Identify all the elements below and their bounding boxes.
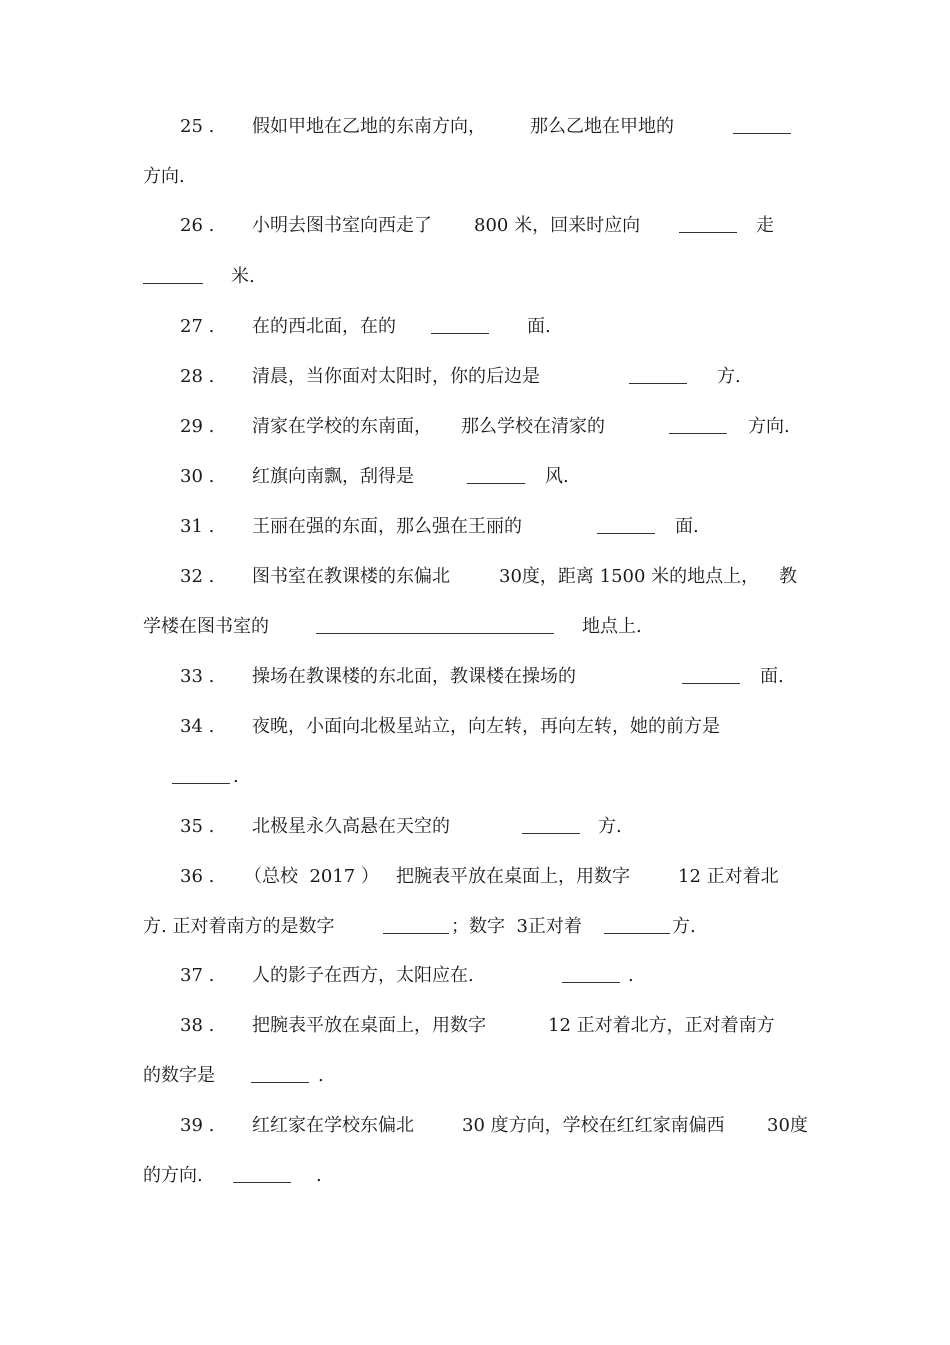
answer-blank[interactable] xyxy=(316,633,554,634)
question-number: 25 . xyxy=(180,116,215,137)
question-31 xyxy=(0,513,950,541)
answer-blank[interactable] xyxy=(383,933,449,934)
question-36-continued xyxy=(0,913,950,941)
question-39 xyxy=(0,1112,950,1140)
question-text: 把腕表平放在桌面上，用数字 xyxy=(252,1015,486,1036)
question-text: 面. xyxy=(760,666,784,687)
question-number: 38 . xyxy=(180,1015,215,1036)
answer-blank[interactable] xyxy=(597,533,655,534)
question-text: 王丽在强的东面，那么强在王丽的 xyxy=(252,516,522,537)
answer-blank[interactable] xyxy=(682,683,740,684)
question-37 xyxy=(0,962,950,990)
question-text: 教 xyxy=(779,566,797,587)
question-text: 12 正对着北方，正对着南方 xyxy=(548,1015,775,1036)
answer-blank[interactable] xyxy=(431,333,489,334)
question-text: 操场在教课楼的东北面，教课楼在操场的 xyxy=(252,666,576,687)
question-text: 800 米，回来时应向 xyxy=(474,215,641,236)
answer-blank[interactable] xyxy=(143,283,203,284)
question-number: 33 . xyxy=(180,666,215,687)
question-29 xyxy=(0,413,950,441)
question-number: 36 . xyxy=(180,866,215,887)
question-number: 30 . xyxy=(180,466,215,487)
question-39-continued xyxy=(0,1162,950,1190)
answer-blank[interactable] xyxy=(604,933,670,934)
question-text: 面. xyxy=(527,316,551,337)
question-text: 地点上. xyxy=(582,616,642,637)
question-text: 方. xyxy=(598,816,622,837)
question-text: 的方向. xyxy=(143,1165,203,1186)
question-text: 图书室在教课楼的东偏北 xyxy=(252,566,450,587)
question-text: ；数字 3正对着 xyxy=(451,916,582,937)
question-text: 方. 正对着南方的是数字 xyxy=(143,916,335,937)
question-number: 27 . xyxy=(180,316,215,337)
question-25-continued xyxy=(0,163,950,191)
question-text: . xyxy=(233,766,239,787)
question-text: 红旗向南飘，刮得是 xyxy=(252,466,414,487)
question-text: 清晨，当你面对太阳时，你的后边是 xyxy=(252,366,540,387)
question-text: 假如甲地在乙地的东南方向， xyxy=(252,116,486,137)
question-26 xyxy=(0,212,950,240)
answer-blank[interactable] xyxy=(679,232,737,233)
question-text: 面. xyxy=(675,516,699,537)
question-text: . xyxy=(628,965,634,986)
question-text: 走 xyxy=(756,215,774,236)
question-text: . xyxy=(316,1165,322,1186)
question-text: 北极星永久高悬在天空的 xyxy=(252,816,450,837)
question-text: 方. xyxy=(717,366,741,387)
answer-blank[interactable] xyxy=(467,483,525,484)
question-text: 夜晚，小面向北极星站立，向左转，再向左转，她的前方是 xyxy=(252,716,720,737)
question-28 xyxy=(0,363,950,391)
question-35 xyxy=(0,813,950,841)
question-number: 35 . xyxy=(180,816,215,837)
answer-blank[interactable] xyxy=(522,833,580,834)
question-30 xyxy=(0,463,950,491)
question-number: 29 . xyxy=(180,416,215,437)
question-text: 30度 xyxy=(767,1115,808,1136)
question-34-continued xyxy=(0,763,950,791)
question-number: 34 . xyxy=(180,716,215,737)
question-text: 那么学校在清家的 xyxy=(461,416,605,437)
question-27 xyxy=(0,313,950,341)
question-text: 把腕表平放在桌面上，用数字 xyxy=(396,866,630,887)
question-36 xyxy=(0,863,950,891)
question-number: 31 . xyxy=(180,516,215,537)
answer-blank[interactable] xyxy=(251,1082,309,1083)
question-text: 清家在学校的东南面， xyxy=(252,416,432,437)
question-number: 26 . xyxy=(180,215,215,236)
question-number: 32 . xyxy=(180,566,215,587)
question-text: 方. xyxy=(672,916,696,937)
question-text: 方向. xyxy=(143,166,185,187)
question-38-continued xyxy=(0,1062,950,1090)
question-text: 方向. xyxy=(748,416,790,437)
question-text: 在的西北面，在的 xyxy=(252,316,396,337)
answer-blank[interactable] xyxy=(733,133,791,134)
question-text: 红红家在学校东偏北 xyxy=(252,1115,414,1136)
question-32-continued xyxy=(0,613,950,641)
question-26-continued xyxy=(0,263,950,291)
question-text: （总校 2017 ） xyxy=(244,866,379,887)
question-text: . xyxy=(318,1065,324,1086)
question-38 xyxy=(0,1012,950,1040)
question-text: 风. xyxy=(545,466,569,487)
answer-blank[interactable] xyxy=(669,433,727,434)
question-text: 12 正对着北 xyxy=(678,866,779,887)
question-34 xyxy=(0,713,950,741)
question-text: 小明去图书室向西走了 xyxy=(252,215,432,236)
question-text: 的数字是 xyxy=(143,1065,215,1086)
answer-blank[interactable] xyxy=(233,1182,291,1183)
answer-blank[interactable] xyxy=(629,383,687,384)
question-text: 那么乙地在甲地的 xyxy=(530,116,674,137)
question-33 xyxy=(0,663,950,691)
question-text: 30度，距离 1500 米的地点上， xyxy=(499,566,760,587)
question-text: 人的影子在西方，太阳应在. xyxy=(252,965,474,986)
answer-blank[interactable] xyxy=(172,783,230,784)
question-text: 30 度方向，学校在红红家南偏西 xyxy=(462,1115,725,1136)
question-25 xyxy=(0,113,950,141)
answer-blank[interactable] xyxy=(562,982,620,983)
question-number: 37 . xyxy=(180,965,215,986)
question-32 xyxy=(0,563,950,591)
question-number: 39 . xyxy=(180,1115,215,1136)
question-number: 28 . xyxy=(180,366,215,387)
question-text: 学楼在图书室的 xyxy=(143,616,269,637)
question-text: 米. xyxy=(231,266,255,287)
